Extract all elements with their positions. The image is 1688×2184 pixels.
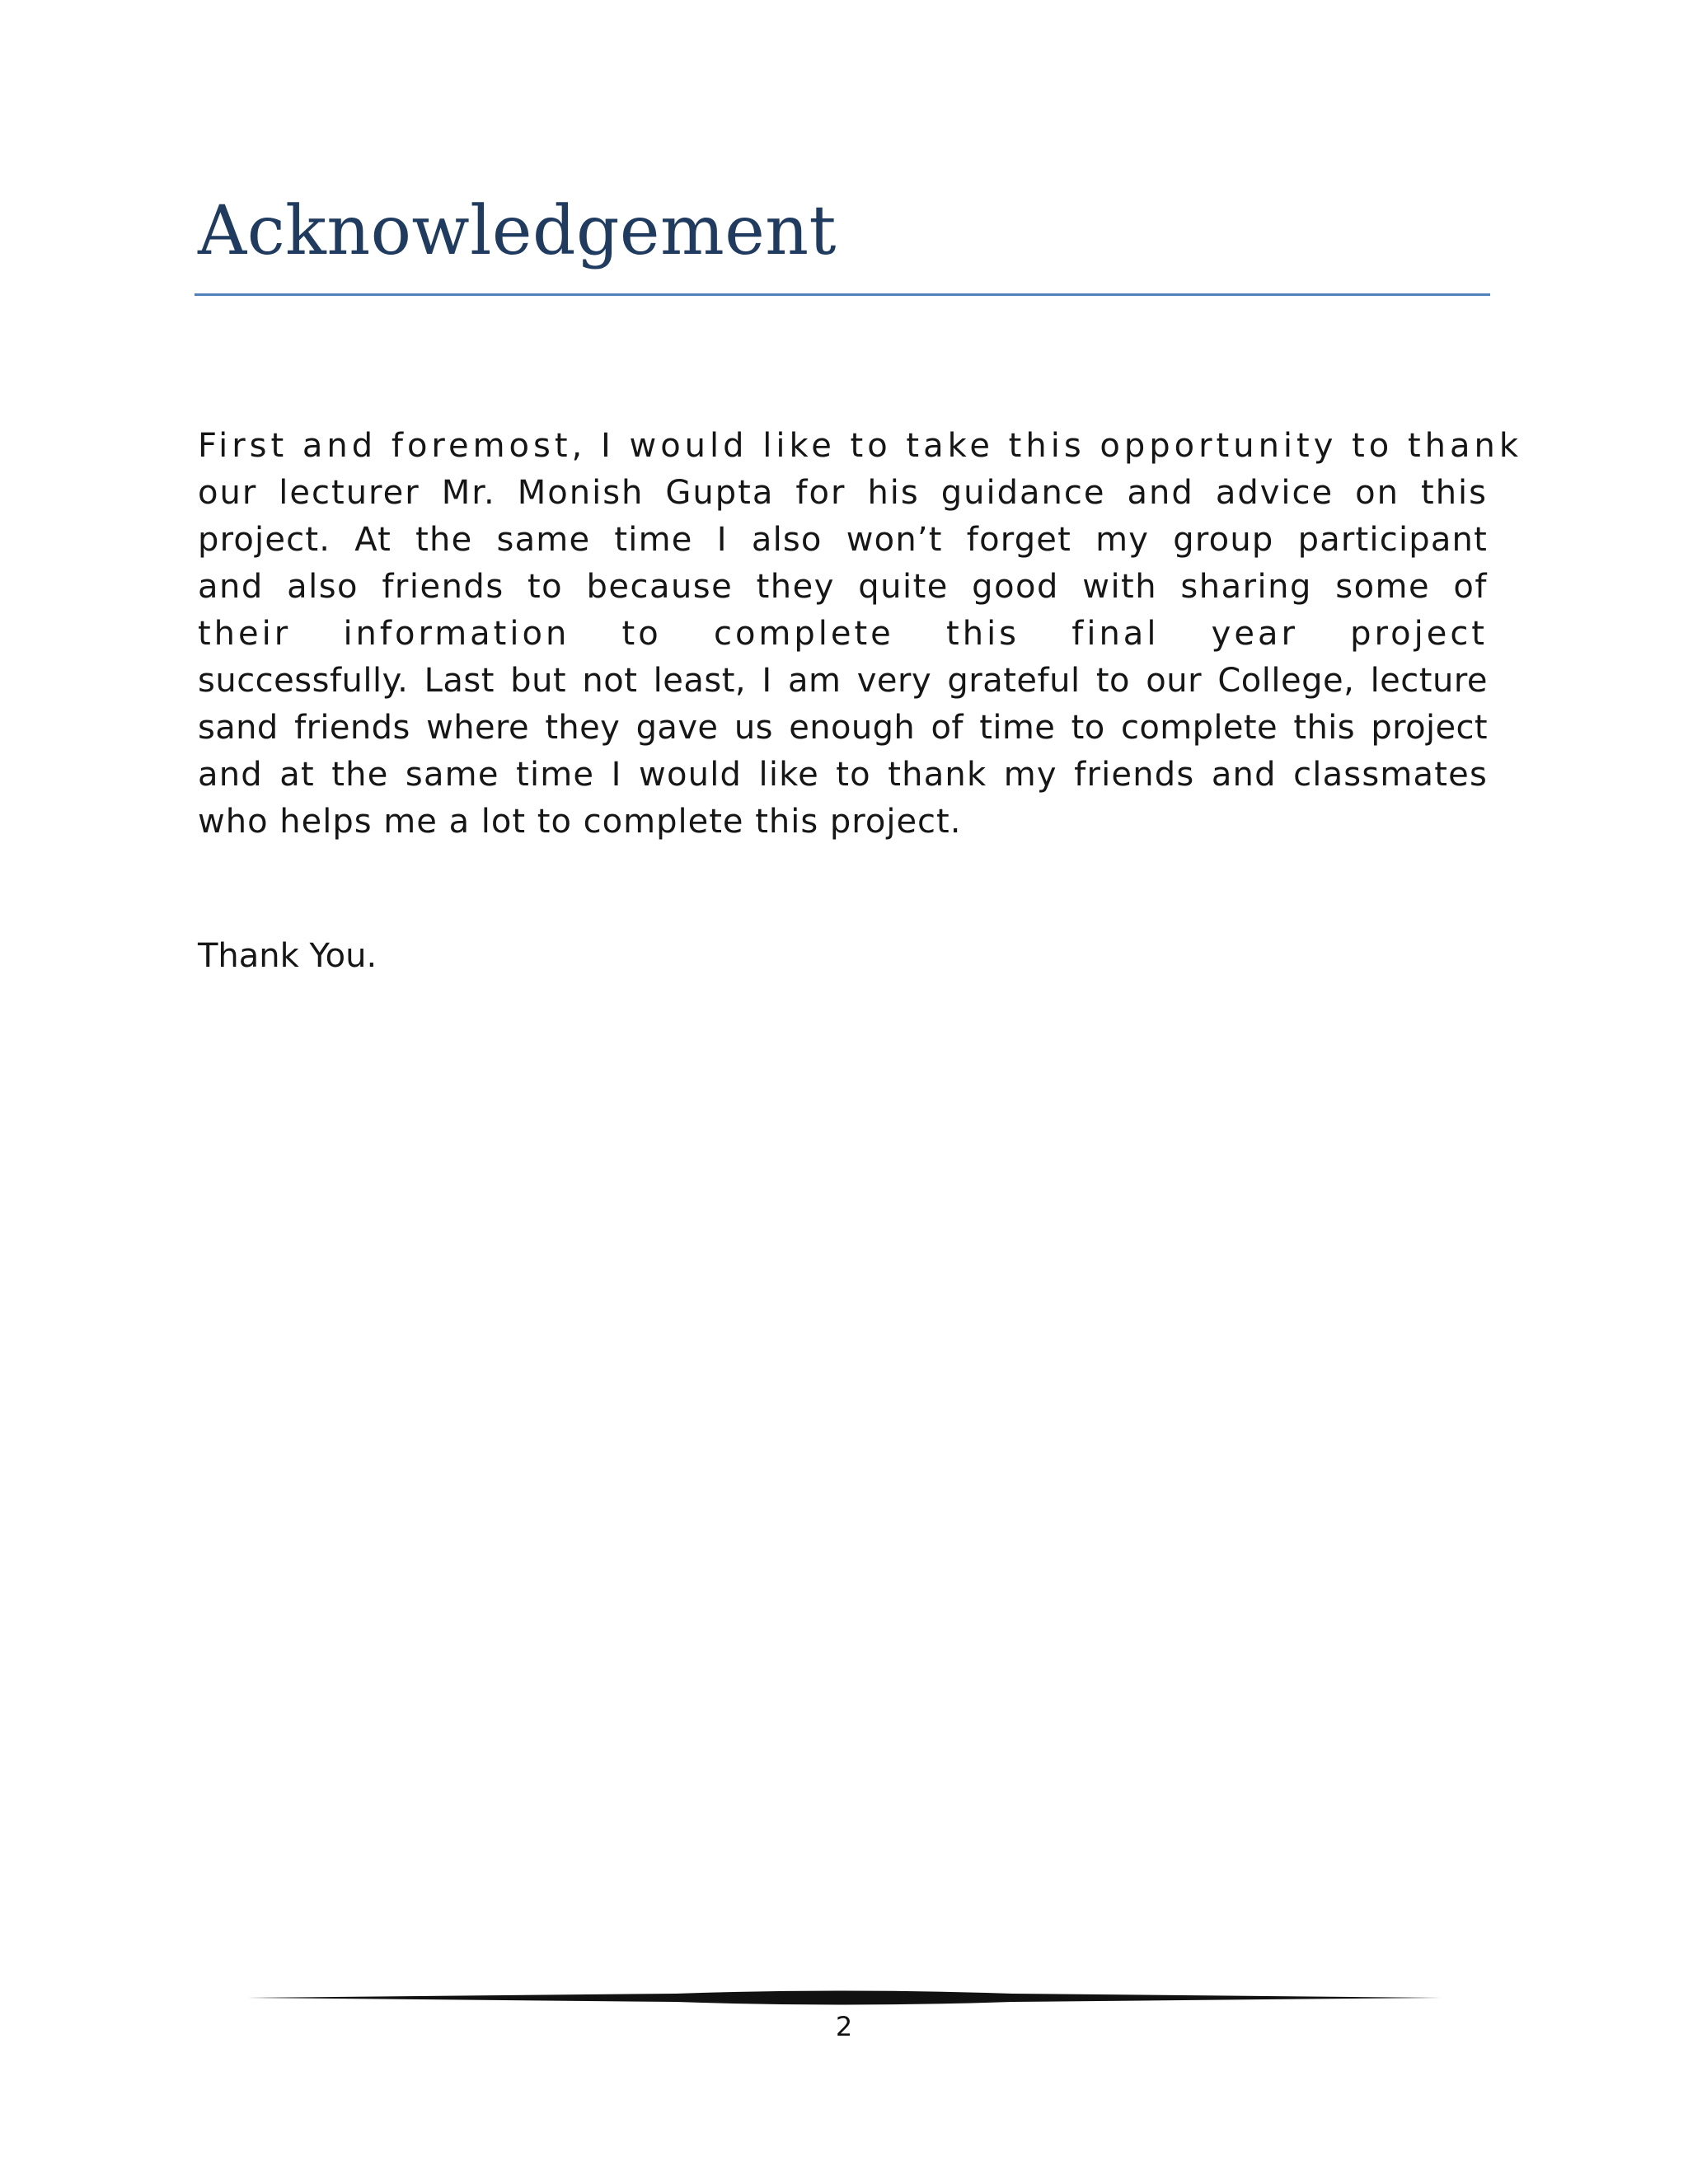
acknowledgement-paragraph [198,423,1523,846]
page-heading: Acknowledgement [198,192,837,270]
paragraph-line: our lecturer Mr. Monish Gupta for his guidance and advice on this [198,474,1488,512]
paragraph-line: who helps me a lot to complete this project. [198,803,962,841]
footer-divider-shape [247,1991,1441,2005]
paragraph-line: successfully. Last but not least, I am very grateful to our College, lecture [198,662,1488,700]
paragraph-line: First and foremost, I would like to take this opportunity to thank [198,427,1523,465]
paragraph-line: their information to complete this final year project [198,615,1488,653]
paragraph-line: project. At the same time I also won’t forget my group participant [198,521,1488,559]
heading-underline [195,293,1490,296]
page-number: 2 [835,2011,853,2042]
paragraph-line: and at the same time I would like to thank my friends and classmates [198,756,1488,794]
paragraph-line: and also friends to because they quite good with sharing some of [198,568,1488,606]
closing-text: Thank You. [198,937,377,975]
paragraph-line: sand friends where they gave us enough of time to complete this project [198,709,1488,747]
footer-divider [247,1986,1441,2009]
